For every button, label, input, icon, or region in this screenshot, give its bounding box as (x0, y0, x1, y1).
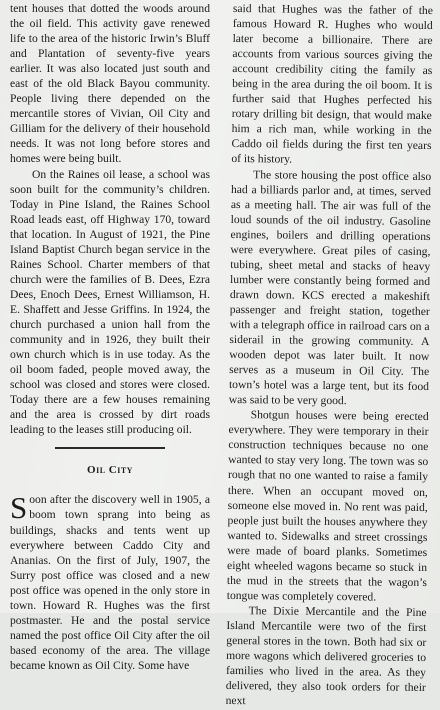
paragraph-shotgun-houses: Shotgun houses were being erected everywhere. They were temporary in their construction techniques because no one wanted to stay very long. The town was so rough that no one wanted to raise a family there. When an occupant moved on, someone else moved in. No rent was paid, people just built the houses anywhere they wanted to. Sidewalks and street crossings were made of board planks. Sometimes eight wheeled wagons became so stuck in the mud in the streets that the wagon’s tongue was completely covered. (226, 408, 429, 604)
section-divider (55, 447, 165, 449)
paragraph-oil-city-text: oon after the discovery well in 1905, a boom town sprang into being as buildings, shacks and tents went up everywhere between Caddo City and Ananias. On the first of July, 1907, the Surry post office was closed and a new post office was opened in the only store in town. Howard R. Hughes was the first postmaster. He and the postal service named the post office Oil City after the oil based economy of the area. The village became known as Oil City. Some have (10, 493, 210, 672)
right-column (226, 1, 433, 710)
left-column (10, 1, 210, 673)
paragraph-mercantile-stores: The Dixie Mercantile and the Pine Island Mercantile were two of the first general stores in the town. Both had six or more wagons which delivered groceries to families who lived in the area. As they delivered, they also took orders for their next (225, 604, 427, 708)
paragraph-oil-city-intro (10, 492, 210, 673)
paragraph-oil-field-houses: tent houses that dotted the woods around the oil field. This activity gave renewed life to the area of the historic Irwin’s Bluff and Plantation of seventy-five years earlier. It was also located just south and east of the old Black Bayou community. People living there depended on the mercantile stores of Vivian, Oil City and Gilliam for the delivery of their household needs. It was not long before stores and homes were being built. (10, 2, 210, 166)
paragraph-raines-school: On the Raines oil lease, a school was soon built for the community’s children. Today in Pine Island, the Raines School Road leads east, off Highway 170, toward that location. In August of 1921, the Pine Island Baptist Church began service in the Raines School. Charter members of that church were the families of B. Dees, Ezra Dees, Enoch Dees, Ernest Williamson, H. E. Shaffett and Jesse Griffins. In 1924, the church purchased a union hall from the community and in 1926, they built their own church which is in use today. As the oil boom faded, people moved away, the school was closed and stores were closed. Today there are a few houses remaining and the area is crossed by dirt roads leading to the leases still producing oil. (10, 167, 210, 437)
paragraph-hughes-father: said that Hughes was the father of the famous Howard R. Hughes who would later become a billionaire. There are accounts from various sources giving the account credibility citing the family as being in the area during the oil boom. It is further said that Hughes perfected his rotary drilling bit design, that would make him a rich man, while working in the Caddo oil fields during the first ten years of its history. (231, 1, 433, 167)
paragraph-post-office-store: The store housing the post office also had a billiards parlor and, at times, served as a meeting hall. The air was full of the loud sounds of the oil industry. Gasoline engines, boilers and drilling operations were everywhere. Great piles of casing, tubing, sheet metal and stacks of heavy lumber were constantly being formed and drawn down. KCS erected a makeshift passenger and freight station, together with a telegraph office in railroad cars on a siderail in the growing community. A wooden depot was later built. It now serves as a museum in Oil City. The town’s hotel was a large tent, but its food was said to be very good. (228, 167, 432, 408)
section-heading-oil-city: Oil City (87, 464, 133, 477)
drop-cap: S (10, 490, 28, 526)
